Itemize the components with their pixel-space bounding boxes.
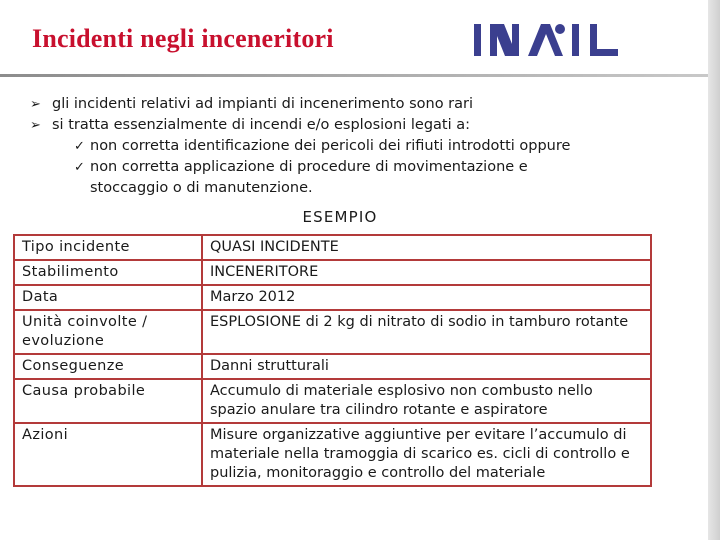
row-value: Accumulo di materiale esplosivo non combusto nello spazio anulare tra cilindro rotante e aspiratore bbox=[202, 379, 651, 423]
row-value: Misure organizzative aggiuntive per evitare l’accumulo di materiale nella tramoggia di scarico es. cicli di controllo e pulizia, monitoraggio e controllo del materiale bbox=[202, 423, 651, 486]
inail-logo bbox=[472, 22, 648, 58]
incident-table bbox=[13, 234, 652, 487]
sub-bullet-item bbox=[74, 136, 670, 157]
row-label: Unità coinvolte / evoluzione bbox=[14, 310, 202, 354]
bullet-list bbox=[30, 94, 670, 199]
right-edge-bar bbox=[708, 0, 720, 540]
sub-bullet-continuation: stoccaggio o di manutenzione. bbox=[90, 180, 313, 196]
table-row bbox=[14, 285, 651, 310]
sub-bullet-item bbox=[74, 157, 670, 178]
row-value: QUASI INCIDENTE bbox=[202, 235, 651, 260]
row-label: Stabilimento bbox=[14, 260, 202, 285]
row-label: Azioni bbox=[14, 423, 202, 486]
example-heading: ESEMPIO bbox=[302, 208, 378, 226]
row-value: INCENERITORE bbox=[202, 260, 651, 285]
table-row bbox=[14, 260, 651, 285]
sub-bullet-text: non corretta identificazione dei pericoli dei rifiuti introdotti oppure bbox=[90, 138, 571, 154]
table-row bbox=[14, 354, 651, 379]
table-row bbox=[14, 310, 651, 354]
row-value: Danni strutturali bbox=[202, 354, 651, 379]
table-row bbox=[14, 379, 651, 423]
bullet-text: si tratta essenzialmente di incendi e/o esplosioni legati a: bbox=[52, 117, 471, 133]
bullet-item bbox=[30, 94, 670, 115]
row-label: Tipo incidente bbox=[14, 235, 202, 260]
header-divider bbox=[0, 74, 708, 77]
bullet-item bbox=[30, 115, 670, 136]
arrow-bullet-icon: ➢ bbox=[30, 118, 41, 133]
row-label: Data bbox=[14, 285, 202, 310]
row-value: ESPLOSIONE di 2 kg di nitrato di sodio in tamburo rotante bbox=[202, 310, 651, 354]
checkmark-icon: ✓ bbox=[74, 139, 85, 154]
table-row bbox=[14, 235, 651, 260]
checkmark-icon: ✓ bbox=[74, 160, 85, 175]
table-row bbox=[14, 423, 651, 486]
row-value: Marzo 2012 bbox=[202, 285, 651, 310]
sub-bullet-text: non corretta applicazione di procedure di movimentazione e bbox=[90, 159, 528, 175]
row-label: Causa probabile bbox=[14, 379, 202, 423]
bullet-text: gli incidenti relativi ad impianti di incenerimento sono rari bbox=[52, 96, 474, 112]
arrow-bullet-icon: ➢ bbox=[30, 97, 41, 112]
row-label: Conseguenze bbox=[14, 354, 202, 379]
slide-title: Incidenti negli inceneritori bbox=[32, 24, 334, 53]
